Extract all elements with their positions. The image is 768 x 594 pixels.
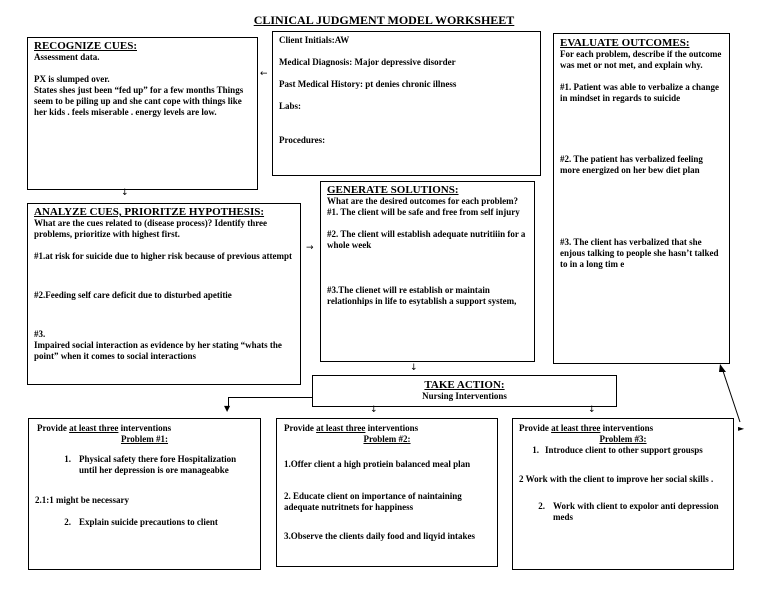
arrow-down-icon: ↓ xyxy=(588,405,596,415)
desired-outcome-2: #2. The client will establish adequate nutritiiin for a whole week xyxy=(327,229,526,250)
problem-2-interventions-box xyxy=(276,418,498,567)
outcome-1: #1. Patient was able to verbalize a change in mindset in regards to suicide xyxy=(560,82,719,103)
evaluate-outcomes-intro: For each problem, describe if the outcome was met or not met, and explain why. xyxy=(560,49,722,70)
take-action-heading: TAKE ACTION: xyxy=(424,379,505,391)
arrow-right-icon: ► xyxy=(738,424,745,433)
arrow-down-icon: ↓ xyxy=(370,405,378,415)
problem-1-intervention-1: 1. Physical safety there fore Hospitalization until her depression is ore manageabke xyxy=(64,454,237,475)
problem-3-intervention-1: 1. Introduce client to other support grousps xyxy=(532,445,703,455)
recognize-cues-heading: RECOGNIZE CUES: xyxy=(34,40,137,52)
arrow-right-icon: → xyxy=(306,243,314,253)
problem-3-intervention-3: 2. Work with client to expolor anti depression meds xyxy=(538,501,719,522)
outcome-3: #3. The client has verbalized that she enjous talking to people she hasn’t talked to in a long tim e xyxy=(560,237,719,269)
worksheet-title: CLINICAL JUDGMENT MODEL WORKSHEET xyxy=(253,13,515,27)
problem-2-intervention-1: 1.Offer client a high protiein balanced meal plan xyxy=(284,459,471,469)
problem-statement-1: #1.at risk for suicide due to higher risk because of previous attempt xyxy=(34,251,292,261)
desired-outcome-3: #3.The clienet will re establish or maintain relationhips in life to esytablish a support system, xyxy=(327,285,517,306)
provide-instruction-2: Provide at least three interventions xyxy=(284,423,419,433)
recognize-cues-subheading: Assessment data. xyxy=(34,52,100,62)
provide-instruction-1: Provide at least three interventions xyxy=(37,423,172,433)
problem-1-interventions-box xyxy=(28,418,261,570)
problem-statement-3: Impaired social interaction as evidence by her stating “whats the point” when it comes to social interactions xyxy=(34,340,282,361)
generate-solutions-box xyxy=(320,181,535,362)
labs: Labs: xyxy=(279,101,302,111)
evaluate-outcomes-box xyxy=(553,33,730,364)
recognize-cues-box xyxy=(27,37,258,190)
arrow-down-icon: ↓ xyxy=(410,363,418,373)
problem-2-intervention-2: 2. Educate client on importance of naintaining adequate nutritnets for happiness xyxy=(284,491,462,512)
analyze-cues-box xyxy=(27,203,301,385)
problem-statement-3-number: #3. xyxy=(34,329,46,339)
arrow-left-icon: ← xyxy=(260,69,268,79)
problem-1-intervention-2: 2. Explain suicide precautions to client xyxy=(64,517,218,527)
arrow-down-icon: ▼ xyxy=(224,404,231,413)
medical-diagnosis: Medical Diagnosis: Major depressive disorder xyxy=(279,57,456,67)
generate-solutions-heading: GENERATE SOLUTIONS: xyxy=(327,184,459,196)
problem-3-interventions-box xyxy=(512,418,734,570)
recognize-cues-line-2: States shes just been “fed up” for a few months Things seem to be piling up and she cant cope with things like her kids . feels miserable . energy levels are low. xyxy=(34,85,244,117)
problem-3-title: Problem #3: xyxy=(599,434,647,444)
client-info-box xyxy=(272,31,541,176)
problem-2-intervention-3: 3.Observe the clients daily food and liqyid intakes xyxy=(284,531,476,541)
evaluate-outcomes-heading: EVALUATE OUTCOMES: xyxy=(560,37,690,49)
connector-line xyxy=(228,397,312,398)
problem-2-title: Problem #2: xyxy=(363,434,411,444)
recognize-cues-line-1: PX is slumped over. xyxy=(34,74,110,84)
problem-1-note: 2.1:1 might be necessary xyxy=(35,495,129,505)
arrow-down-icon: ↓ xyxy=(121,188,129,198)
client-initials: Client Initials:AW xyxy=(279,35,350,45)
analyze-cues-intro: What are the cues related to (disease process)? Identify three problems, prioritize with highest first. xyxy=(34,218,268,239)
take-action-box xyxy=(312,375,617,407)
desired-outcome-1: #1. The client will be safe and free from self injury xyxy=(327,207,520,217)
problem-1-title: Problem #1: xyxy=(120,434,169,444)
analyze-cues-heading: ANALYZE CUES, PRIORITZE HYPOTHESIS: xyxy=(34,206,265,218)
past-medical-history: Past Medical History: pt denies chronic illness xyxy=(279,79,457,89)
outcome-2: #2. The patient has verbalized feeling more energized on her bew diet plan xyxy=(560,154,703,175)
procedures: Procedures: xyxy=(279,135,326,145)
provide-instruction-3: Provide at least three interventions xyxy=(519,423,654,433)
problem-statement-2: #2.Feeding self care deficit due to disturbed apetitie xyxy=(34,290,232,300)
take-action-subheading: Nursing Interventions xyxy=(422,391,507,401)
generate-solutions-intro: What are the desired outcomes for each problem? xyxy=(327,196,519,206)
problem-3-intervention-2: 2 Work with the client to improve her social skills . xyxy=(519,474,714,484)
